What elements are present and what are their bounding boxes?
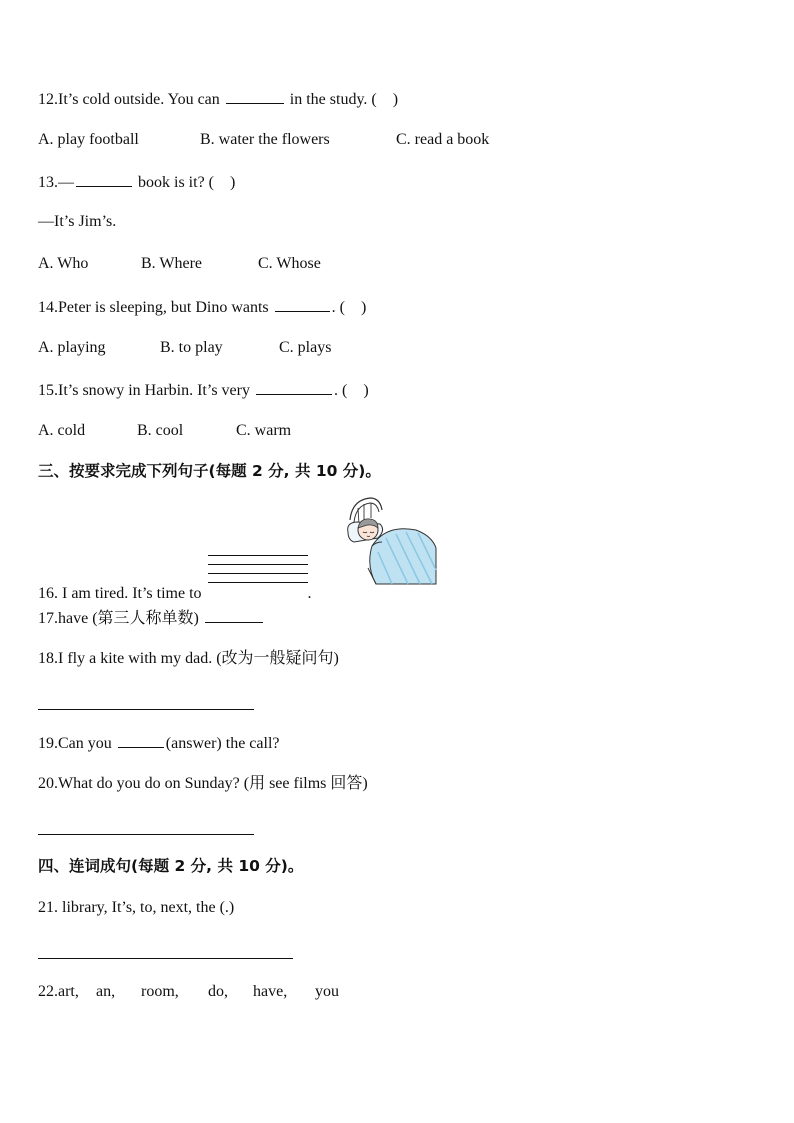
question-20: 20.What do you do on Sunday? (用 see films 回答) xyxy=(38,775,368,792)
question-15 xyxy=(38,379,369,401)
question-15-options xyxy=(38,421,291,441)
word-item: room, xyxy=(141,983,179,1000)
question-12 xyxy=(38,88,398,110)
period: . xyxy=(307,585,312,602)
section-3-heading: 三、按要求完成下列句子(每题 2 分, 共 10 分)。 xyxy=(38,462,381,480)
paren-close: ) xyxy=(230,174,236,191)
word-item: you xyxy=(315,983,339,1000)
word-item: do, xyxy=(208,983,228,1000)
option-a: A. cold xyxy=(38,422,86,439)
question-13-reply: —It’s Jim’s. xyxy=(38,213,117,230)
question-text: 13.— xyxy=(38,174,74,191)
option-b: B. water the flowers xyxy=(200,131,330,148)
option-b: B. cool xyxy=(137,422,184,439)
option-b: B. Where xyxy=(141,255,203,272)
paren-close: ) xyxy=(363,382,369,399)
question-18: 18.I fly a kite with my dad. (改为一般疑问句) xyxy=(38,650,339,667)
sleeping-child-in-bed-icon xyxy=(346,496,438,586)
answer-line[interactable] xyxy=(38,709,254,710)
answer-blank[interactable] xyxy=(256,379,332,395)
word-item: an, xyxy=(96,983,116,1000)
question-text: . ( xyxy=(333,382,348,399)
paren-close: ) xyxy=(360,299,367,316)
question-14-options xyxy=(38,338,331,358)
option-a: A. play football xyxy=(38,131,139,148)
option-c: C. warm xyxy=(236,422,292,439)
option-b: B. to play xyxy=(160,339,223,356)
question-text: 17.have (第三人称单数) xyxy=(38,610,203,627)
answer-blank[interactable] xyxy=(275,296,330,312)
question-text: in the study. ( xyxy=(285,91,377,108)
answer-blank[interactable] xyxy=(205,607,263,623)
question-text: (answer) the call? xyxy=(165,735,280,752)
question-17 xyxy=(38,607,265,629)
option-a: A. playing xyxy=(38,339,106,356)
option-c: C. read a book xyxy=(396,131,490,148)
option-a: A. Who xyxy=(38,255,89,272)
question-13 xyxy=(38,171,235,193)
question-text: 14.Peter is sleeping, but Dino wants xyxy=(38,299,273,316)
word-item: have, xyxy=(253,983,288,1000)
paren-close: ) xyxy=(392,91,399,108)
question-22 xyxy=(38,982,339,1002)
question-13-options xyxy=(38,254,321,274)
question-text: 16. I am tired. It’s time to xyxy=(38,585,202,602)
writing-lines[interactable] xyxy=(208,570,308,600)
answer-blank[interactable] xyxy=(226,88,284,104)
question-text: book is it? ( xyxy=(134,174,214,191)
question-text: 12.It’s cold outside. You can xyxy=(38,91,224,108)
question-16 xyxy=(38,570,312,604)
question-21: 21. library, It’s, to, next, the (.) xyxy=(38,899,235,916)
answer-line[interactable] xyxy=(38,958,293,959)
question-12-options xyxy=(38,130,489,150)
question-19 xyxy=(38,732,280,754)
section-4-heading: 四、连词成句(每题 2 分, 共 10 分)。 xyxy=(38,857,304,875)
question-14 xyxy=(38,296,366,318)
question-text: 19.Can you xyxy=(38,735,116,752)
answer-blank[interactable] xyxy=(118,732,164,748)
word-item: 22.art, xyxy=(38,983,79,1000)
answer-line[interactable] xyxy=(38,834,254,835)
question-text: 15.It’s snowy in Harbin. It’s very xyxy=(38,382,254,399)
question-text: . ( xyxy=(331,299,345,316)
option-c: C. Whose xyxy=(258,255,321,272)
option-c: C. plays xyxy=(279,339,332,356)
answer-blank[interactable] xyxy=(76,171,132,187)
